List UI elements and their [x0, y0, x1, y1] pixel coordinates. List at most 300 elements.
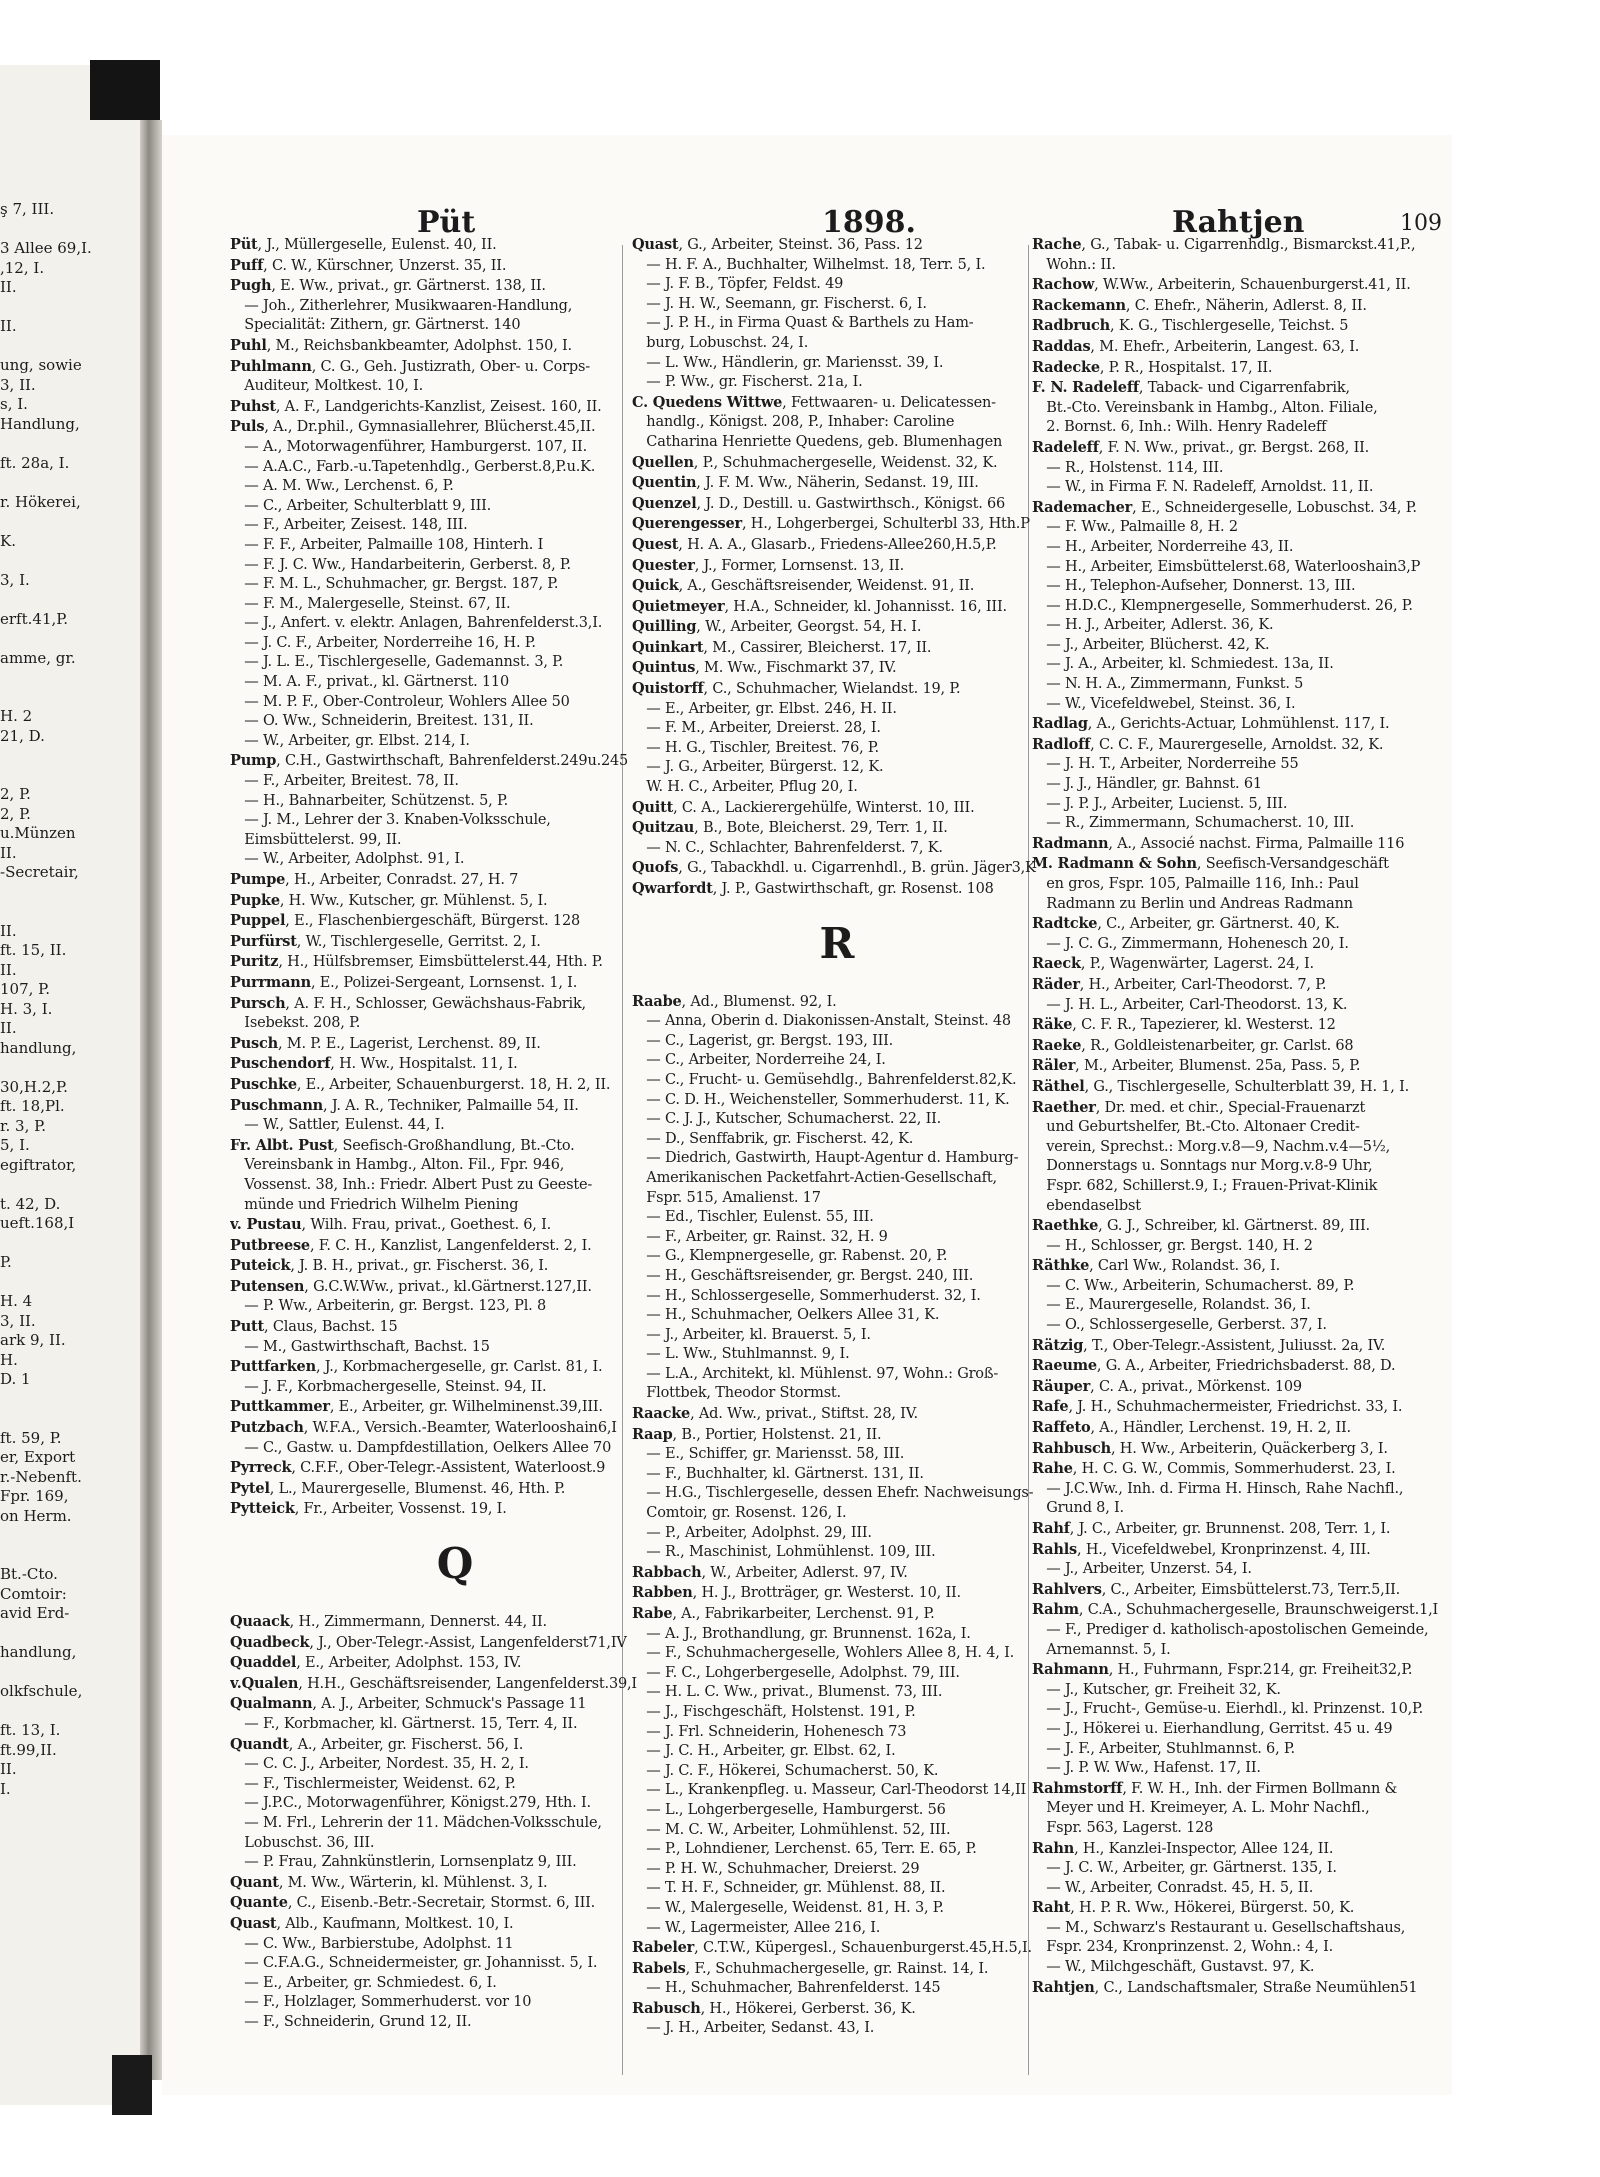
directory-entry	[1032, 1958, 1442, 1978]
entry-details: , H., Arbeiter, Conradst. 27, H. 7	[285, 872, 519, 888]
entry-surname: Puls	[230, 418, 265, 436]
entry-details: , F. N. Ww., privat., gr. Bergst. 268, II.	[1098, 439, 1370, 456]
left-fragment-line: u.Münzen	[0, 824, 76, 842]
entry-surname: Pumpe	[230, 871, 286, 888]
directory-entry	[230, 732, 680, 752]
directory-entry	[1032, 1859, 1442, 1879]
entry-details: — J. L. E., Tischlergeselle, Gademannst. 3, P.	[230, 654, 564, 671]
entry-surname: Rahmstorff	[1032, 1779, 1123, 1797]
entry-surname: Raffeto	[1032, 1419, 1091, 1437]
entry-details: — H.G., Tischlergeselle, dessen Ehefr. Nachweisungs-	[632, 1485, 1034, 1502]
directory-entry	[230, 1236, 680, 1257]
entry-surname: M. Radmann & Sohn	[1032, 855, 1197, 873]
directory-entry	[632, 1625, 1042, 1645]
entry-details: — J. P. J., Arbeiter, Lucienst. 5, III.	[1032, 795, 1288, 812]
entry-details: , Alb., Kaufmann, Moltkest. 10, I.	[276, 1915, 514, 1932]
entry-details: — Diedrich, Gastwirth, Haupt-Agentur d. Hamburg-	[632, 1150, 1019, 1167]
directory-entry	[230, 1775, 680, 1795]
entry-details: , A., Fabrikarbeiter, Lerchenst. 91, P.	[672, 1606, 935, 1622]
entry-details: Fspr. 515, Amalienst. 17	[632, 1189, 821, 1206]
directory-entry	[230, 751, 680, 772]
entry-details: — F. M., Arbeiter, Dreierst. 28, I.	[632, 720, 881, 737]
entry-surname: Radlag	[1032, 715, 1088, 733]
directory-entry	[1032, 1077, 1442, 1098]
entry-details: — J., Arbeiter, Unzerst. 54, I.	[1032, 1561, 1252, 1578]
directory-entry	[632, 494, 1042, 515]
entry-details: , H.A., Schneider, kl. Johannisst. 16, III.	[724, 598, 1007, 615]
directory-entry	[1032, 1118, 1442, 1138]
entry-details: — M. P. F., Ober-Controleur, Wohlers Allee 50	[230, 693, 570, 710]
directory-entry	[230, 336, 680, 357]
entry-surname: Rabusch	[632, 1999, 701, 2017]
directory-entry	[1032, 337, 1442, 358]
left-fragment-line: K.	[0, 531, 16, 550]
entry-details: , G., Tabak- u. Cigarrenhdlg., Bismarckst.41,P.,	[1081, 237, 1416, 253]
entry-surname: Räler	[1032, 1057, 1076, 1075]
entry-details: Lobuschst. 36, III.	[230, 1834, 375, 1851]
entry-surname: Quitzau	[632, 819, 695, 837]
entry-details: — P., Arbeiter, Adolphst. 29, III.	[632, 1524, 872, 1541]
entry-details: , A., Associé nachst. Firma, Palmaille 116	[1108, 835, 1405, 852]
entry-surname: Räthel	[1032, 1077, 1085, 1095]
left-fragment-line: handlung,	[0, 1038, 77, 1057]
left-fragment-line	[0, 551, 150, 571]
entry-surname: Quistorff	[632, 680, 704, 698]
directory-entry	[632, 992, 1042, 1013]
directory-entry	[1032, 1336, 1442, 1357]
entry-details: , C. W., Kürschner, Unzerst. 35, II.	[263, 257, 507, 274]
entry-details: , E., Schneidergeselle, Lobuschst. 34, P.	[1132, 499, 1417, 516]
entry-surname: Pytel	[230, 1479, 270, 1497]
directory-entry	[230, 1612, 680, 1633]
entry-details: , C., Arbeiter, gr. Gärtnerst. 40, K.	[1097, 916, 1340, 933]
entry-details: — W., Lagermeister, Allee 216, I.	[632, 1919, 881, 1936]
left-fragment-line: II.	[0, 960, 17, 979]
entry-surname: Räke	[1032, 1016, 1073, 1034]
directory-entry	[1032, 1256, 1442, 1277]
directory-entry	[632, 617, 1042, 638]
entry-details: , Dr. med. et chir., Special-Frauenarzt	[1095, 1099, 1366, 1116]
directory-entry	[230, 1755, 680, 1775]
directory-entry	[632, 1189, 1042, 1209]
entry-details: , J., Ober-Telegr.-Assist, Langenfelderst71,IV	[309, 1634, 627, 1651]
directory-entry	[230, 1853, 680, 1873]
entry-details: , W., Arbeiter, Adlerst. 97, IV.	[701, 1564, 908, 1581]
entry-details: — A.A.C., Farb.-u.Tapetenhdlg., Gerberst.8,P.u.K.	[230, 458, 596, 475]
entry-details: , H. J., Brotträger, gr. Westerst. 10, II.	[692, 1585, 961, 1602]
entry-details: — C., Arbeiter, Schulterblatt 9, III.	[230, 497, 492, 514]
entry-details: , A. F. H., Schlosser, Gewächshaus-Fabrik,	[285, 995, 586, 1012]
entry-details: , W.F.A., Versich.-Beamter, Waterlooshain6,I	[303, 1420, 617, 1437]
entry-details: — F. M., Malergeselle, Steinst. 67, II.	[230, 595, 511, 612]
left-fragment-line	[0, 746, 150, 766]
entry-details: — N. H. A., Zimmermann, Funkst. 5	[1032, 676, 1304, 693]
directory-entry	[632, 275, 1042, 295]
entry-details: — J.C.Ww., Inh. d. Firma H. Hinsch, Rahe Nachfl.,	[1032, 1480, 1404, 1497]
entry-details: — H.D.C., Klempnergeselle, Sommerhuderst. 26, P.	[1032, 597, 1413, 614]
directory-entry	[632, 1504, 1042, 1524]
directory-entry	[1032, 935, 1442, 955]
entry-details: — N. C., Schlachter, Bahrenfelderst. 7, K.	[632, 839, 943, 856]
left-fragment-line: D. 1	[0, 1370, 31, 1388]
entry-details: , L., Maurergeselle, Blumenst. 46, Hth. P.	[269, 1480, 566, 1497]
entry-details: , J. A. R., Techniker, Palmaille 54, II.	[323, 1097, 579, 1114]
entry-details: , C., Schuhmacher, Wielandst. 19, P.	[703, 681, 961, 698]
directory-entry	[632, 1938, 1042, 1959]
entry-surname: Raether	[1032, 1098, 1096, 1116]
left-fragment-line	[0, 1409, 150, 1429]
entry-surname: Räder	[1032, 975, 1080, 993]
entry-details: — H., Schuhmacher, Oelkers Allee 31, K.	[632, 1307, 940, 1324]
directory-entry	[632, 858, 1042, 879]
directory-entry	[230, 458, 680, 478]
directory-entry	[1032, 1621, 1442, 1641]
entry-details: Fspr. 563, Lagerst. 128	[1032, 1819, 1214, 1836]
directory-entry	[632, 2019, 1042, 2039]
entry-surname: Putzbach	[230, 1419, 304, 1437]
entry-details: — W., Milchgeschäft, Gustavst. 97, K.	[1032, 1959, 1315, 1976]
left-fragment-line: er, Export	[0, 1448, 76, 1466]
entry-details: — L., Krankenpfleg. u. Masseur, Carl-Theodorst 14,II	[632, 1782, 1027, 1799]
entry-details: , C.A., Schuhmachergeselle, Braunschweigerst.1,I	[1078, 1602, 1439, 1619]
entry-details: — F., Arbeiter, Breitest. 78, II.	[230, 773, 459, 790]
entry-details: , A. F., Landgerichts-Kanzlist, Zeisest. 160, II.	[275, 398, 602, 415]
directory-entry	[632, 1071, 1042, 1091]
directory-entry	[230, 831, 680, 851]
entry-surname: Pugh	[230, 277, 272, 295]
directory-entry	[632, 1051, 1042, 1071]
directory-entry	[230, 1954, 680, 1974]
left-fragment-line	[0, 766, 150, 786]
entry-surname: Rache	[1032, 236, 1082, 253]
directory-entry	[632, 1169, 1042, 1189]
directory-entry	[1032, 1397, 1442, 1418]
left-fragment-line: ft. 18,Pl.	[0, 1097, 65, 1115]
directory-entry	[1032, 616, 1442, 636]
left-fragment-line: s, I.	[0, 395, 28, 413]
left-fragment-line	[0, 473, 150, 493]
entry-details: — H., Arbeiter, Norderreihe 43, II.	[1032, 538, 1294, 555]
entry-details: , J. B. H., privat., gr. Fischerst. 36, I.	[290, 1258, 549, 1275]
left-fragment-line: ft. 15, II.	[0, 941, 67, 959]
entry-details: und Geburtshelfer, Bt.-Cto. Altonaer Credit-	[1032, 1119, 1360, 1136]
directory-entry	[632, 1781, 1042, 1801]
directory-entry	[632, 839, 1042, 859]
directory-entry	[1032, 1056, 1442, 1077]
directory-entry	[632, 235, 1042, 256]
entry-details: — M., Schwarz's Restaurant u. Gesellschaftshaus,	[1032, 1919, 1406, 1936]
entry-details: — F. F., Arbeiter, Palmaille 108, Hinterh. I	[230, 536, 544, 553]
directory-entry	[632, 413, 1042, 433]
left-fragment-line	[0, 1546, 150, 1566]
entry-details: — J., Kutscher, gr. Freiheit 32, K.	[1032, 1681, 1281, 1698]
entry-surname: Rahbusch	[1032, 1439, 1111, 1457]
entry-details: , J. D., Destill. u. Gastwirthsch., Königst. 66	[696, 495, 1006, 512]
book-spine	[140, 120, 162, 2080]
directory-entry	[1032, 1237, 1442, 1257]
directory-entry	[230, 397, 680, 418]
left-fragment-line: r. Hökerei,	[0, 492, 81, 511]
entry-details: münde und Friedrich Wilhelm Piening	[230, 1196, 519, 1213]
directory-entry	[1032, 1560, 1442, 1580]
directory-entry	[1032, 755, 1442, 775]
directory-entry	[1032, 1439, 1442, 1460]
left-fragment-line: ft. 13, I.	[0, 1721, 61, 1739]
directory-entry	[632, 1130, 1042, 1150]
entry-details: — F. Ww., Palmaille 8, H. 2	[1032, 519, 1238, 536]
entry-details: , E., Polizei-Sergeant, Lornsenst. 1, I.	[310, 974, 578, 991]
directory-entry	[1032, 775, 1442, 795]
entry-details: — E., Maurergeselle, Rolandst. 36, I.	[1032, 1297, 1311, 1314]
entry-details: , E. Ww., privat., gr. Gärtnerst. 138, II.	[271, 278, 546, 295]
left-fragment-line: H. 4	[0, 1292, 33, 1310]
directory-entry	[230, 653, 680, 673]
entry-details: , H., Zimmermann, Dennerst. 44, II.	[289, 1614, 547, 1630]
entry-details: — R., Zimmermann, Schumacherst. 10, III.	[1032, 815, 1355, 832]
entry-details: — J. G., Arbeiter, Bürgerst. 12, K.	[632, 759, 884, 776]
entry-details: handlg., Königst. 208, P., Inhaber: Caroline	[632, 414, 955, 431]
entry-details: , H. Ww., Arbeiterin, Quäckerberg 3, I.	[1110, 1440, 1388, 1457]
left-fragment-line: P.	[0, 1253, 12, 1271]
directory-entry	[632, 638, 1042, 659]
directory-entry	[632, 658, 1042, 679]
directory-entry	[632, 1012, 1042, 1032]
directory-entry	[230, 477, 680, 497]
entry-details: , H. Ww., Kutscher, gr. Mühlenst. 5, I.	[279, 892, 548, 909]
directory-entry	[1032, 418, 1442, 438]
left-fragment-line: 3 Allee 69,I.	[0, 239, 92, 257]
directory-entry	[632, 1404, 1042, 1425]
entry-details: , C. F. R., Tapezierer, kl. Westerst. 12	[1072, 1017, 1336, 1034]
left-fragment-line: -Secretair,	[0, 863, 79, 881]
directory-entry	[632, 576, 1042, 597]
directory-entry	[230, 276, 680, 297]
entry-details: , M. Ww., Wärterin, kl. Mühlenst. 3, I.	[278, 1874, 548, 1891]
directory-entry	[632, 700, 1042, 720]
directory-entry	[1032, 478, 1442, 498]
entry-surname: Quandt	[230, 1735, 289, 1753]
entry-details: , A. J., Arbeiter, Schmuck's Passage 11	[312, 1696, 587, 1713]
header-right-keyword: Rahtjen	[1172, 205, 1305, 240]
directory-entry	[1032, 275, 1442, 296]
directory-entry	[230, 316, 680, 336]
directory-entry	[1032, 1277, 1442, 1297]
directory-entry	[230, 1458, 680, 1479]
entry-surname: Radtcke	[1032, 915, 1098, 933]
entry-surname: Rahtjen	[1032, 1978, 1095, 1996]
entry-surname: Puteick	[230, 1257, 291, 1275]
entry-surname: Quintus	[632, 659, 696, 677]
directory-entry	[632, 393, 1042, 414]
entry-surname: Quast	[632, 236, 679, 253]
directory-entry	[632, 778, 1042, 798]
entry-details: , F. W. H., Inh. der Firmen Bollmann &	[1122, 1780, 1398, 1797]
entry-surname: Quadbeck	[230, 1633, 310, 1651]
directory-entry	[632, 1879, 1042, 1899]
entry-details: — C. J. J., Kutscher, Schumacherst. 22, II.	[632, 1111, 942, 1128]
directory-entry	[632, 1563, 1042, 1584]
entry-surname: Quinkart	[632, 638, 704, 656]
left-fragment-line	[0, 1663, 150, 1683]
left-fragment-line: II.	[0, 921, 17, 940]
directory-entry	[632, 1032, 1042, 1052]
directory-entry	[230, 417, 680, 438]
directory-entry	[1032, 1519, 1442, 1540]
directory-entry	[1032, 1540, 1442, 1561]
entry-details: , G., Arbeiter, Steinst. 36, Pass. 12	[678, 237, 923, 253]
left-fragment-line: Bt.-Cto.	[0, 1565, 58, 1583]
directory-entry	[1032, 655, 1442, 675]
directory-entry	[632, 1959, 1042, 1980]
left-fragment-line: H. 3, I.	[0, 999, 53, 1018]
left-fragment-line: Comtoir:	[0, 1584, 67, 1603]
directory-entry	[632, 1091, 1042, 1111]
entry-details: — F., Prediger d. katholisch-apostolischen Gemeinde,	[1032, 1621, 1429, 1638]
directory-entry	[230, 973, 680, 994]
entry-details: — P., Lohndiener, Lerchenst. 65, Terr. E. 65, P.	[632, 1841, 977, 1858]
directory-entry	[230, 1715, 680, 1735]
entry-surname: Rahls	[1032, 1540, 1077, 1558]
directory-entry	[632, 879, 1042, 900]
directory-entry	[632, 1821, 1042, 1841]
entry-details: — H., Schlossergeselle, Sommerhuderst. 32, I.	[632, 1287, 981, 1304]
entry-details: — F., Tischlermeister, Weidenst. 62, P.	[230, 1775, 516, 1792]
entry-details: , J., Müllergeselle, Eulenst. 40, II.	[257, 237, 497, 253]
directory-entry	[632, 556, 1042, 577]
entry-details: — L., Lohgerbergeselle, Hamburgerst. 56	[632, 1801, 946, 1818]
directory-entry	[230, 1418, 680, 1439]
directory-entry	[1032, 996, 1442, 1016]
left-fragment-line	[0, 512, 150, 532]
entry-surname: v.Qualen	[230, 1674, 299, 1692]
left-fragment-line: 3, II.	[0, 375, 36, 394]
entry-details: — J., Anfert. v. elektr. Anlagen, Bahrenfelderst.3,I.	[230, 615, 603, 632]
directory-entry	[632, 758, 1042, 778]
left-fragment-line: 2, P.	[0, 785, 31, 803]
directory-entry	[230, 1794, 680, 1814]
directory-entry	[230, 1914, 680, 1935]
binding-bottom-shadow	[112, 2055, 152, 2115]
left-fragment-line	[0, 1273, 150, 1293]
entry-details: — F., Korbmacher, kl. Gärtnerst. 15, Terr. 4, II.	[230, 1715, 578, 1732]
entry-details: — H. L. C. Ww., privat., Blumenst. 73, III.	[632, 1684, 943, 1701]
entry-surname: Quester	[632, 556, 695, 574]
entry-details: — F. C., Lohgerbergeselle, Adolphst. 79, III.	[632, 1664, 960, 1681]
directory-entry	[1032, 558, 1442, 578]
entry-details: — M., Gastwirthschaft, Bachst. 15	[230, 1338, 490, 1355]
entry-details: — Anna, Oberin d. Diakonissen-Anstalt, Steinst. 48	[632, 1013, 1011, 1030]
entry-surname: Rahf	[1032, 1520, 1070, 1537]
directory-entry	[632, 1703, 1042, 1723]
entry-surname: Quitt	[632, 798, 674, 816]
directory-entry	[1032, 518, 1442, 538]
directory-entry	[1032, 1036, 1442, 1057]
entry-surname: Püt	[230, 236, 258, 253]
entry-details: , H., Kanzlei-Inspector, Allee 124, II.	[1074, 1840, 1334, 1857]
entry-details: , F. C. H., Kanzlist, Langenfelderst. 2, I.	[309, 1237, 592, 1254]
directory-entry	[230, 1674, 680, 1695]
entry-surname: Quietmeyer	[632, 597, 725, 615]
entry-details: — H., Schuhmacher, Bahrenfelderst. 145	[632, 1980, 941, 1997]
entry-surname: Rahn	[1032, 1839, 1075, 1857]
left-fragment-line	[0, 1175, 150, 1195]
directory-entry	[230, 1378, 680, 1398]
entry-surname: Raht	[1032, 1899, 1071, 1917]
directory-entry	[230, 792, 680, 812]
entry-details: — Joh., Zitherlehrer, Musikwaaren-Handlung,	[230, 297, 573, 314]
entry-surname: Rabben	[632, 1584, 693, 1602]
entry-details: — J. A., Arbeiter, kl. Schmiedest. 13a, II.	[1032, 656, 1334, 673]
entry-details: Arnemannst. 5, I.	[1032, 1641, 1171, 1658]
entry-details: , P., Schuhmachergeselle, Weidenst. 32, K.	[693, 454, 998, 471]
directory-entry	[230, 1974, 680, 1994]
entry-details: , Wilh. Frau, privat., Goethest. 6, I.	[301, 1217, 552, 1234]
entry-surname: Räthke	[1032, 1257, 1090, 1275]
directory-entry	[230, 1054, 680, 1075]
entry-details: , B., Bote, Bleicherst. 29, Terr. 1, II.	[694, 820, 948, 837]
directory-entry	[632, 535, 1042, 556]
entry-surname: Rahm	[1032, 1601, 1079, 1619]
binding-top-shadow	[90, 60, 160, 120]
entry-details: , B., Portier, Holstenst. 21, II.	[672, 1426, 882, 1443]
entry-surname: Quick	[632, 577, 679, 595]
directory-entry	[1032, 1938, 1442, 1958]
directory-entry	[1032, 914, 1442, 935]
entry-surname: Quast	[230, 1914, 277, 1932]
directory-entry	[1032, 854, 1442, 875]
entry-details: , C.F.F., Ober-Telegr.-Assistent, Waterloost.9	[291, 1460, 606, 1477]
left-fragment-line: 21, D.	[0, 726, 45, 745]
entry-details: , H. A. A., Glasarb., Friedens-Allee260,H.5,P.	[678, 536, 997, 553]
directory-entry	[1032, 1779, 1442, 1800]
entry-surname: Rabeler	[632, 1939, 695, 1957]
directory-entry	[632, 739, 1042, 759]
directory-entry	[632, 1583, 1042, 1604]
entry-details: — C., Frucht- u. Gemüsehdlg., Bahrenfelderst.82,K.	[632, 1071, 1017, 1088]
directory-entry	[632, 1306, 1042, 1326]
entry-details: — O., Schlossergeselle, Gerberst. 37, I.	[1032, 1317, 1327, 1334]
entry-surname: Putbreese	[230, 1236, 310, 1254]
entry-details: , M. P. E., Lagerist, Lerchenst. 89, II.	[277, 1035, 541, 1052]
left-fragment-line: olkfschule,	[0, 1682, 83, 1700]
entry-details: — F., Arbeiter, gr. Rainst. 32, H. 9	[632, 1228, 888, 1245]
left-fragment-line	[0, 902, 150, 922]
left-fragment-line: egiftrator,	[0, 1155, 77, 1174]
directory-entry	[230, 1215, 680, 1236]
entry-surname: Querengesser	[632, 515, 742, 533]
directory-entry	[1032, 1839, 1442, 1860]
left-fragment-line: r. 3, P.	[0, 1116, 46, 1135]
directory-entry	[230, 536, 680, 556]
directory-entry	[632, 295, 1042, 315]
entry-details: — T. H. F., Schneider, gr. Mühlenst. 88, II.	[632, 1880, 946, 1897]
directory-entry	[1032, 1641, 1442, 1661]
left-fragment-line	[0, 1390, 150, 1410]
entry-surname: Purfürst	[230, 932, 297, 950]
entry-details: , W.Ww., Arbeiterin, Schauenburgerst.41, II.	[1094, 277, 1411, 294]
entry-details: — J. F., Arbeiter, Stuhlmannst. 6, P.	[1032, 1740, 1295, 1757]
entry-details: , A., Händler, Lerchenst. 19, H. 2, II.	[1090, 1420, 1351, 1437]
section-letter: Q	[436, 1539, 474, 1588]
directory-entry	[632, 1384, 1042, 1404]
entry-surname: C. Quedens Wittwe	[632, 393, 783, 411]
entry-details: Vossenst. 38, Inh.: Friedr. Albert Pust zu Geeste-	[230, 1176, 593, 1193]
directory-entry	[230, 575, 680, 595]
directory-entry	[632, 373, 1042, 393]
entry-details: , F., Schuhmachergeselle, gr. Rainst. 14, I.	[685, 1960, 989, 1977]
left-fragment-line	[0, 434, 150, 454]
entry-details: Donnerstags u. Sonntags nur Morg.v.8-9 Uhr,	[1032, 1158, 1373, 1175]
